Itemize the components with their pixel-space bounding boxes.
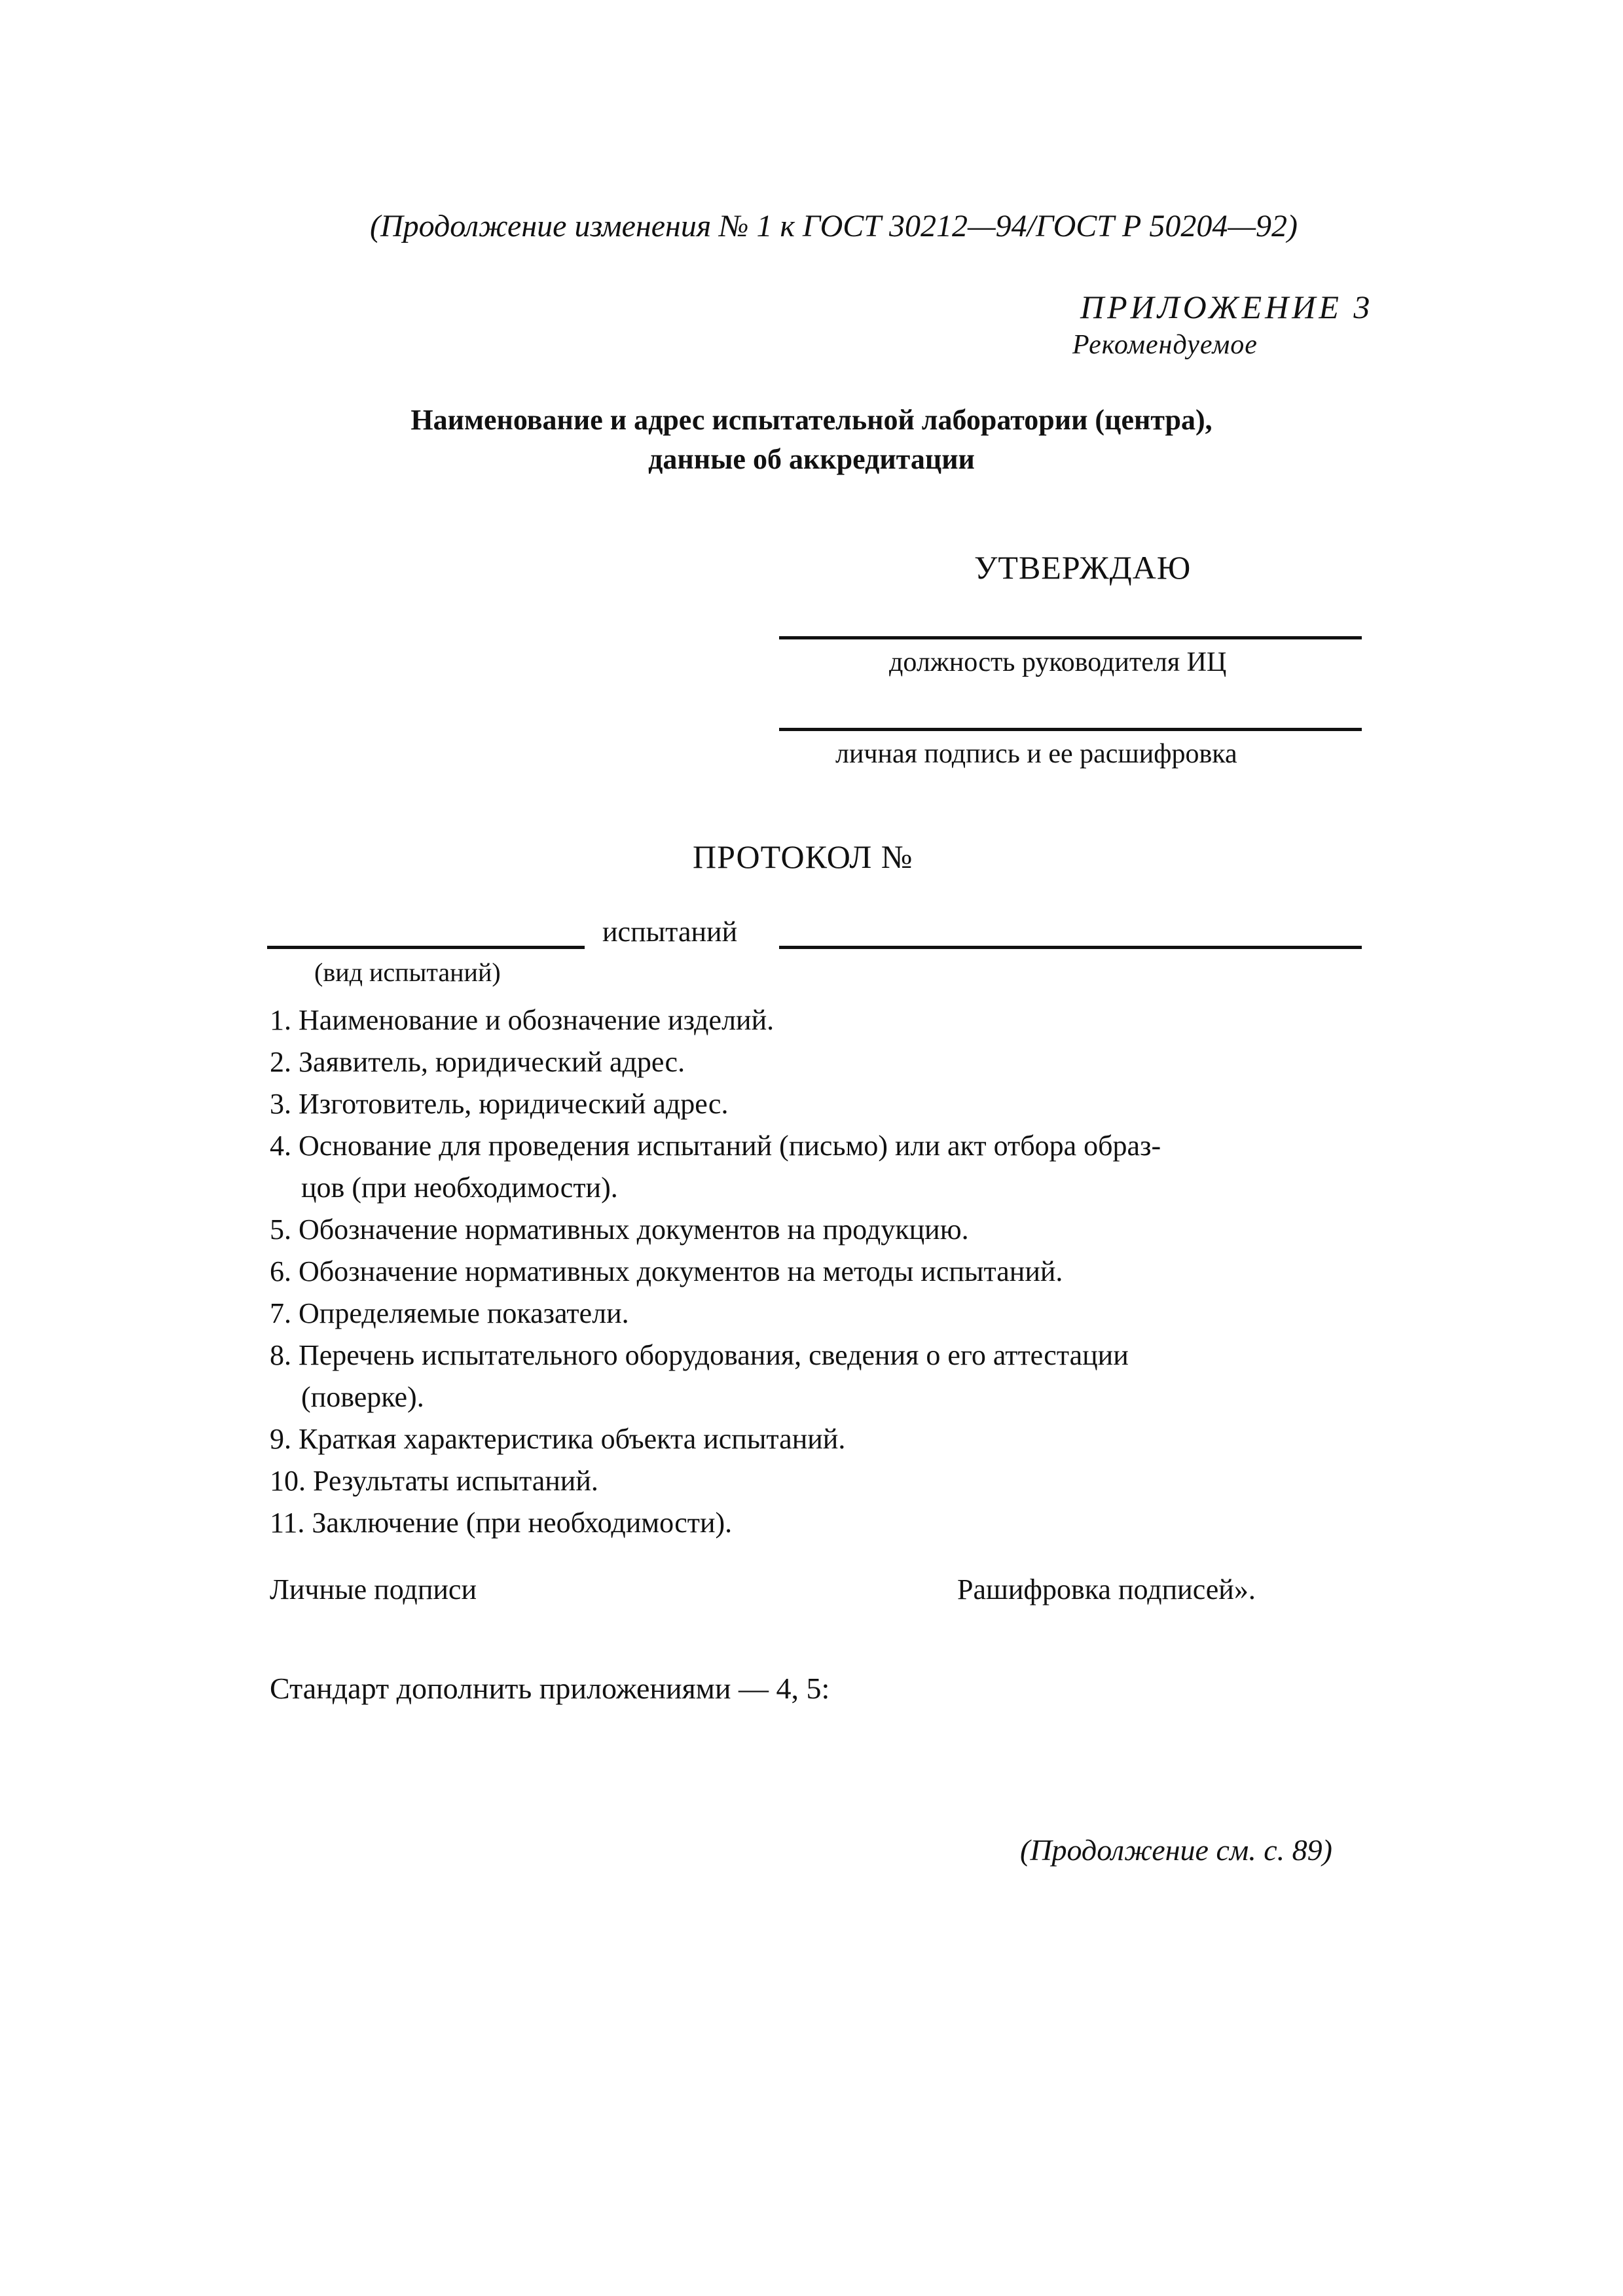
list-item: 9. Краткая характеристика объекта испытаний.: [270, 1423, 846, 1455]
list-item: 7. Определяемые показатели.: [270, 1297, 629, 1329]
personal-signature-line: [779, 728, 1362, 731]
header-continuation: (Продолжение изменения № 1 к ГОСТ 30212—94/ГОСТ Р 50204—92): [370, 209, 1298, 243]
test-kind-line: [267, 946, 585, 949]
list-item: 4. Основание для проведения испытаний (письмо) или акт отбора образ- цов (при необходимости).: [270, 1130, 1161, 1204]
appendix-title: ПРИЛОЖЕНИЕ 3: [1080, 289, 1374, 325]
list-item: 2. Заявитель, юридический адрес.: [270, 1046, 685, 1078]
list-item: 8. Перечень испытательного оборудования, сведения о его аттестации (поверке).: [270, 1339, 1129, 1413]
list-item: 11. Заключение (при необходимости).: [270, 1507, 733, 1539]
position-signature-line: [779, 636, 1362, 639]
test-kind-label: (вид испытаний): [314, 958, 501, 987]
list-item: 6. Обозначение нормативных документов на методы испытаний.: [270, 1255, 1063, 1287]
list-item: 5. Обозначение нормативных документов на продукцию.: [270, 1213, 969, 1246]
signatures-decoding-label: Рашифровка подписей».: [957, 1573, 1256, 1605]
list-item: 1. Наименование и обозначение изделий.: [270, 1004, 775, 1036]
protocol-title: ПРОТОКОЛ №: [693, 838, 913, 875]
footer-continuation: (Продолжение см. с. 89): [1020, 1833, 1332, 1867]
tests-word: испытаний: [602, 916, 738, 948]
list-item: 10. Результаты испытаний.: [270, 1465, 598, 1497]
protocol-items-list: [270, 999, 1363, 1544]
list-item: 3. Изготовитель, юридический адрес.: [270, 1088, 729, 1120]
lab-heading-line-1: Наименование и адрес испытательной лаборатории (центра),: [410, 404, 1213, 436]
lab-heading-line-2: данные об аккредитации: [648, 443, 975, 475]
signature-label: личная подпись и ее расшифровка: [835, 739, 1237, 769]
approve-word: УТВЕРЖДАЮ: [974, 549, 1192, 586]
personal-signatures-label: Личные подписи: [270, 1573, 477, 1605]
appendix-status: Рекомендуемое: [1072, 330, 1258, 360]
lab-heading: [0, 401, 1623, 479]
position-label: должность руководителя ИЦ: [889, 647, 1227, 677]
supplement-note: Стандарт дополнить приложениями — 4, 5:: [270, 1672, 830, 1705]
test-object-line: [779, 946, 1362, 949]
